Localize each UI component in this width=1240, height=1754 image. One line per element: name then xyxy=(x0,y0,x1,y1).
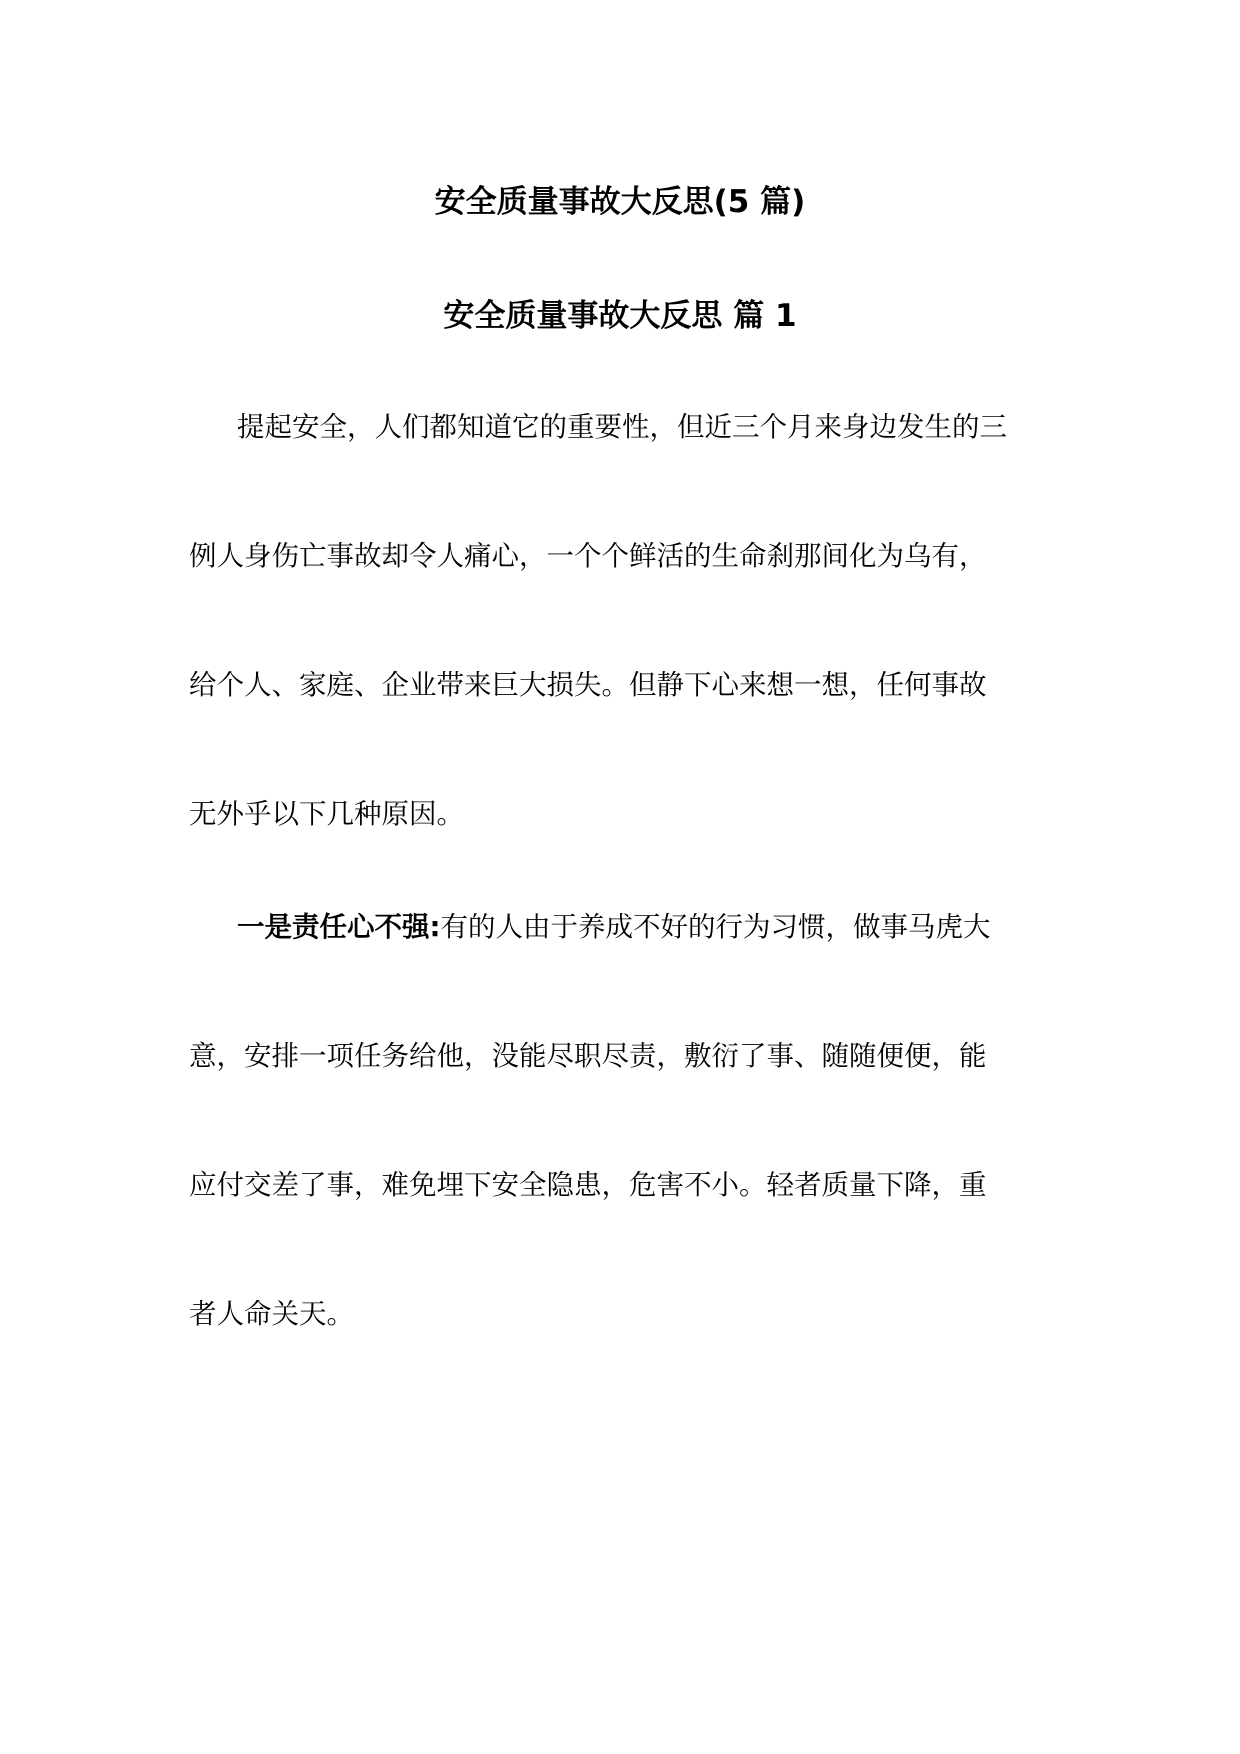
section-title: 安全质量事故大反思 篇 1 xyxy=(443,298,797,334)
paragraph-2-lead: 一是责任心不强: xyxy=(237,911,441,943)
paragraph-1-line-4: 无外乎以下几种原因。 xyxy=(189,798,464,830)
paragraph-2-line-1 xyxy=(237,909,991,945)
paragraph-1-line-2: 例人身伤亡事故却令人痛心，一个个鲜活的生命刹那间化为乌有， xyxy=(189,540,987,572)
paragraph-2-line-3: 应付交差了事，难免埋下安全隐患，危害不小。轻者质量下降，重 xyxy=(189,1169,987,1201)
paragraph-1-line-3: 给个人、家庭、企业带来巨大损失。但静下心来想一想，任何事故 xyxy=(189,669,987,701)
document-title: 安全质量事故大反思(5 篇) xyxy=(434,184,806,220)
paragraph-1-line-1: 提起安全，人们都知道它的重要性，但近三个月来身边发生的三 xyxy=(237,411,1007,443)
paragraph-2-line-4: 者人命关天。 xyxy=(189,1298,354,1330)
paragraph-2-line-2: 意，安排一项任务给他，没能尽职尽责，敷衍了事、随随便便，能 xyxy=(189,1040,987,1072)
paragraph-2-line-1-text: 有的人由于养成不好的行为习惯，做事马虎大 xyxy=(440,911,991,943)
